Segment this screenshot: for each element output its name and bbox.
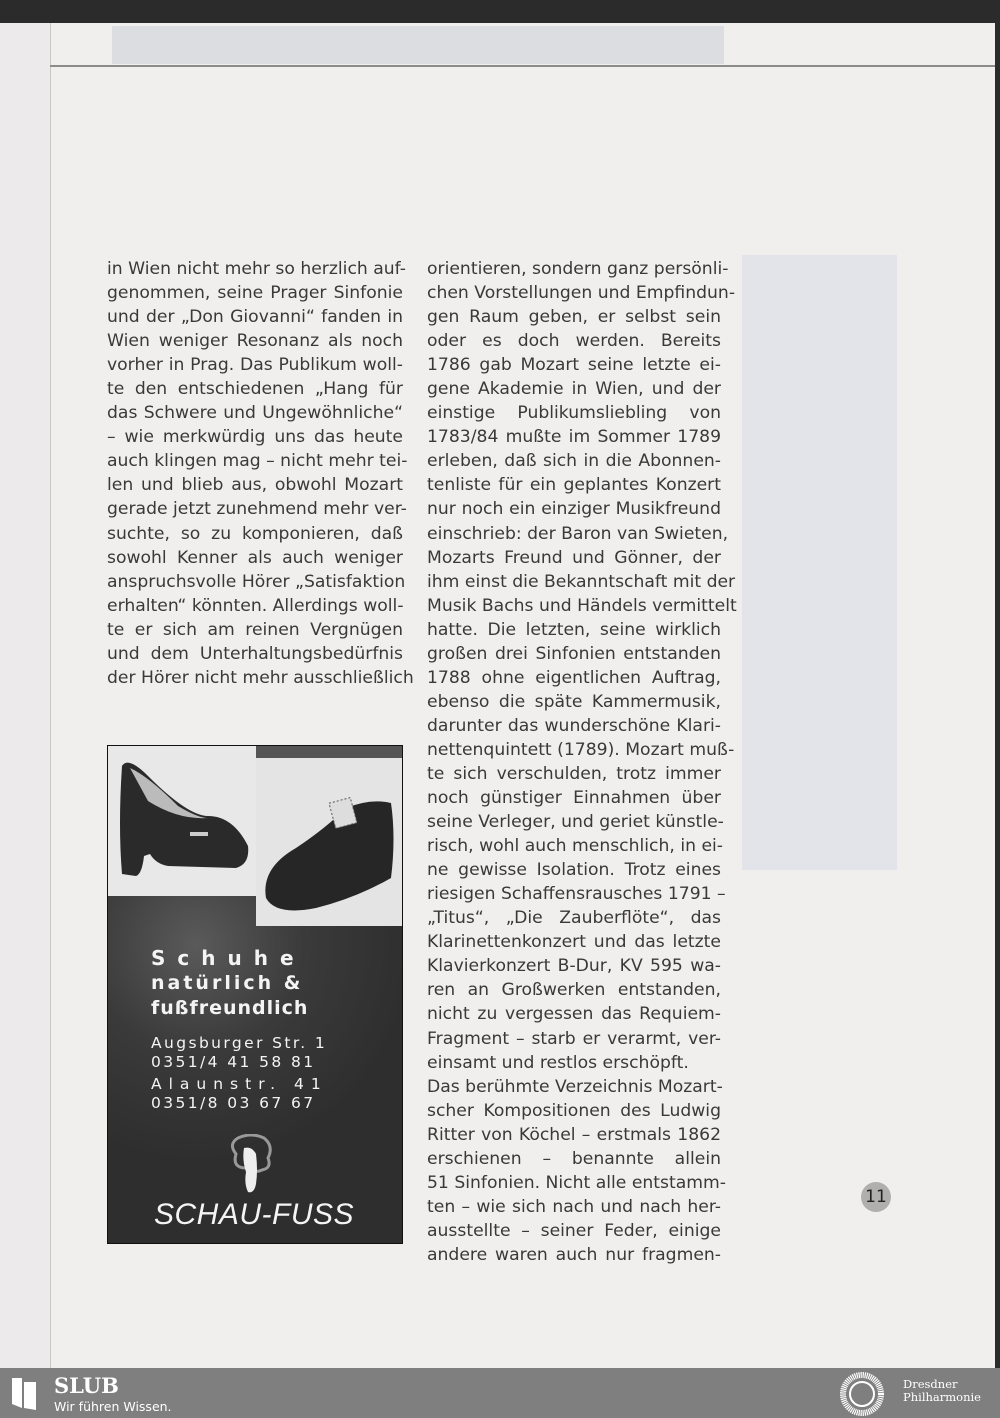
text-line: tenliste für ein geplantes Konzert — [427, 475, 721, 496]
text-line: Wien weniger Resonanz als noch — [107, 331, 403, 352]
text-line: ne gewisse Isolation. Trotz eines — [427, 860, 721, 881]
text-line: ren an Großwerken entstanden, — [427, 980, 721, 1001]
text-line: ten – wie sich nach und nach her- — [427, 1196, 721, 1217]
text-line: einschrieb: der Baron van Swieten, — [427, 523, 729, 544]
text-line: einsamt und restlos erschöpft. — [427, 1052, 689, 1073]
header-rule — [50, 65, 995, 67]
foot-tree-logo-icon — [226, 1134, 276, 1198]
text-line: te den entschiedenen „Hang für — [107, 379, 403, 400]
text-line: Ritter von Köchel – erstmals 1862 — [427, 1124, 721, 1145]
text-line: sowohl Kenner als auch weniger — [107, 547, 403, 568]
text-line: in Wien nicht mehr so herzlich auf- — [107, 259, 406, 279]
sidebar-show-through-box — [742, 255, 897, 870]
text-line: ihm einst die Bekanntschaft mit der — [427, 571, 736, 592]
ad-brand-logo: SCHAU-FUSS — [154, 1198, 355, 1231]
text-line: ebenso die späte Kammermusik, — [427, 691, 721, 712]
text-line: scher Kompositionen des Ludwig — [427, 1100, 721, 1121]
text-line: nur noch ein einziger Musikfreund — [427, 499, 721, 520]
text-line: te er sich am reinen Vergnügen — [107, 619, 403, 640]
philharmonie-line-2: Philharmonie — [903, 1390, 981, 1404]
text-line: gene Akademie in Wien, und der — [427, 379, 721, 400]
text-line: einstige Publikumsliebling von — [427, 403, 721, 424]
page-number: 11 — [861, 1182, 891, 1212]
text-line: gen Raum geben, er selbst sein — [427, 307, 721, 328]
text-line: riesigen Schaffensrausches 1791 – — [427, 884, 726, 905]
text-line: erleben, daß sich in die Abonnen- — [427, 451, 721, 472]
text-line: len und blieb aus, obwohl Mozart — [107, 475, 403, 496]
text-line: Mozarts Freund und Gönner, der — [427, 547, 721, 568]
text-line: 1783/84 mußte im Sommer 1789 — [427, 427, 721, 448]
pump-shoe-image — [108, 746, 256, 896]
loafer-shoe-image — [256, 758, 402, 926]
slub-logo-text[interactable]: SLUB — [54, 1373, 119, 1398]
text-line: gerade jetzt zunehmend mehr ver- — [107, 499, 407, 520]
text-line: 1788 ohne eigentlichen Auftrag, — [427, 667, 721, 688]
ad-headline-2: natürlich & — [151, 972, 304, 994]
text-line: ausstellte – seiner Feder, einige — [427, 1220, 721, 1241]
text-column-left — [107, 257, 414, 690]
text-line: Musik Bachs und Händels vermittelt — [427, 595, 737, 616]
philharmonie-sun-icon — [840, 1372, 884, 1416]
header-band — [112, 26, 724, 64]
text-line: risch, wohl auch menschlich, in ei- — [427, 836, 724, 857]
philharmonie-line-1: Dresdner — [903, 1377, 958, 1391]
ad-headline-1: Schuhe — [151, 946, 306, 970]
text-line: – wie merkwürdig uns das heute — [107, 427, 403, 448]
text-line: „Titus“, „Die Zauberflöte“, das — [427, 908, 721, 929]
text-line: chen Vorstellungen und Empfindun- — [427, 283, 736, 304]
text-line: suchte, so zu komponieren, daß — [107, 523, 403, 544]
text-line: und der „Don Giovanni“ fanden in — [107, 307, 403, 328]
text-line: Klavierkonzert B-Dur, KV 595 wa- — [427, 956, 721, 977]
stone-texture — [256, 746, 402, 758]
text-line: das Schwere und Ungewöhnliche“ — [107, 403, 403, 424]
ad-phone-2: 0351/8 03 67 67 — [151, 1094, 316, 1112]
text-line: vorher in Prag. Das Publikum woll- — [107, 355, 403, 376]
shoe-photo-right — [256, 758, 402, 926]
text-line: anspruchsvolle Hörer „Satisfaktion — [107, 571, 406, 592]
text-line: nettenquintett (1789). Mozart muß- — [427, 739, 735, 760]
text-line: andere waren auch nur fragmen- — [427, 1244, 721, 1265]
slub-tagline: Wir führen Wissen. — [54, 1399, 172, 1414]
text-line: hatte. Die letzten, seine wirklich — [427, 619, 721, 640]
ad-address-1: Augsburger Str. 1 — [151, 1034, 328, 1052]
text-line: te sich verschulden, trotz immer — [427, 763, 721, 784]
slub-book-icon — [8, 1376, 42, 1410]
footer-bar — [0, 1368, 1000, 1418]
text-line: Klarinettenkonzert und das letzte — [427, 932, 721, 953]
text-line: 51 Sinfonien. Nicht alle entstamm- — [427, 1172, 726, 1193]
ad-phone-1: 0351/4 41 58 81 — [151, 1053, 316, 1071]
text-line: darunter das wunderschöne Klari- — [427, 715, 721, 736]
text-line: 1786 gab Mozart seine letzte ei- — [427, 355, 721, 376]
text-line: seine Verleger, und geriet künstle- — [427, 812, 724, 833]
philharmonie-logo-text[interactable] — [903, 1378, 981, 1404]
text-line: oder es doch werden. Bereits — [427, 331, 721, 352]
facing-page-edge — [0, 23, 51, 1368]
text-line: noch günstiger Einnahmen über — [427, 788, 721, 809]
ad-address-2: Alaunstr. 41 — [151, 1075, 328, 1093]
text-line: Das berühmte Verzeichnis Mozart- — [427, 1076, 723, 1097]
text-line: orientieren, sondern ganz persönli- — [427, 259, 729, 279]
text-line: auch klingen mag – nicht mehr tei- — [107, 451, 408, 472]
text-line: großen drei Sinfonien entstanden — [427, 643, 721, 664]
advertisement-schau-fuss — [107, 745, 403, 1244]
text-line: genommen, seine Prager Sinfonie — [107, 283, 403, 304]
text-line: nicht zu vergessen das Requiem- — [427, 1004, 721, 1025]
shoe-photo-left — [108, 746, 256, 896]
text-line: der Hörer nicht mehr ausschließlich — [107, 667, 414, 688]
text-line: erhalten“ könnten. Allerdings woll- — [107, 595, 404, 616]
ad-headline-3: fußfreundlich — [151, 997, 309, 1019]
text-line: und dem Unterhaltungsbedürfnis — [107, 643, 403, 664]
text-line: erschienen – benannte allein — [427, 1148, 721, 1169]
text-line: Fragment – starb er verarmt, ver- — [427, 1028, 721, 1049]
text-column-right — [427, 257, 737, 1267]
